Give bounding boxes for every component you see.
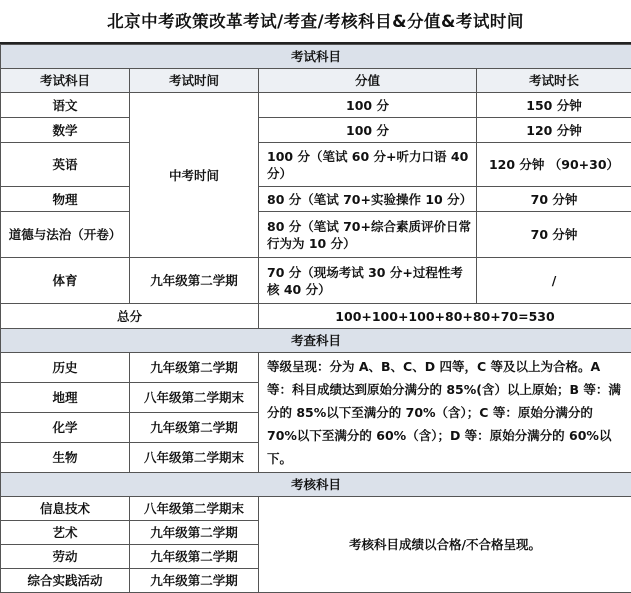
subjects-table xyxy=(0,44,631,593)
score-cell: 70 分（现场考试 30 分+过程性考核 40 分） xyxy=(259,258,477,304)
score-cell: 100 分 xyxy=(259,118,477,143)
score-cell: 80 分（笔试 70+实验操作 10 分） xyxy=(259,187,477,212)
duration-cell: 120 分钟 （90+30） xyxy=(477,143,631,187)
subject-cell: 历史 xyxy=(1,353,130,383)
score-cell: 100 分（笔试 60 分+听力口语 40 分） xyxy=(259,143,477,187)
table-row xyxy=(1,212,631,258)
subject-cell: 劳动 xyxy=(1,545,130,569)
duration-cell: / xyxy=(477,258,631,304)
page-title: 北京中考政策改革考试/考查/考核科目&分值&考试时间 xyxy=(0,0,631,44)
score-cell: 100 分 xyxy=(259,93,477,118)
header-duration: 考试时长 xyxy=(477,69,631,93)
exam-section-title: 考试科目 xyxy=(1,45,631,69)
check-section-title: 考查科目 xyxy=(1,329,631,353)
time-cell: 八年级第二学期末 xyxy=(130,497,259,521)
subject-cell: 语文 xyxy=(1,93,130,118)
header-time: 考试时间 xyxy=(130,69,259,93)
total-label: 总分 xyxy=(1,304,259,329)
subject-cell: 英语 xyxy=(1,143,130,187)
header-score: 分值 xyxy=(259,69,477,93)
exam-time-cell: 中考时间 xyxy=(130,93,259,258)
grade-description: 等级呈现：分为 A、B、C、D 四等，C 等及以上为合格。A 等：科目成绩达到原始分满分的 85%(含）以上原始；B 等：满分的 85%以下至满分的 70%（含）；C 等：原始分满分的 70%以下至满分的 60%（含）；D 等：原始分满分的 60%以下。 xyxy=(259,353,631,473)
table-row xyxy=(1,118,631,143)
subject-cell: 体育 xyxy=(1,258,130,304)
subject-cell: 信息技术 xyxy=(1,497,130,521)
time-cell: 八年级第二学期末 xyxy=(130,383,259,413)
total-row xyxy=(1,304,631,329)
duration-cell: 70 分钟 xyxy=(477,212,631,258)
time-cell: 九年级第二学期 xyxy=(130,521,259,545)
time-cell: 九年级第二学期 xyxy=(130,413,259,443)
table-row xyxy=(1,143,631,187)
subject-cell: 地理 xyxy=(1,383,130,413)
subject-cell: 综合实践活动 xyxy=(1,569,130,593)
pass-fail-description: 考核科目成绩以合格/不合格呈现。 xyxy=(259,497,631,593)
table-row xyxy=(1,258,631,304)
time-cell: 九年级第二学期 xyxy=(130,353,259,383)
subject-cell: 生物 xyxy=(1,443,130,473)
total-value: 100+100+100+80+80+70=530 xyxy=(259,304,631,329)
time-cell: 八年级第二学期末 xyxy=(130,443,259,473)
subject-cell: 数学 xyxy=(1,118,130,143)
time-cell: 九年级第二学期 xyxy=(130,545,259,569)
duration-cell: 150 分钟 xyxy=(477,93,631,118)
score-cell: 80 分（笔试 70+综合素质评价日常行为为 10 分） xyxy=(259,212,477,258)
header-subject: 考试科目 xyxy=(1,69,130,93)
duration-cell: 120 分钟 xyxy=(477,118,631,143)
table-row xyxy=(1,353,631,383)
subject-cell: 化学 xyxy=(1,413,130,443)
table-row xyxy=(1,187,631,212)
assess-section-title: 考核科目 xyxy=(1,473,631,497)
table-row xyxy=(1,93,631,118)
duration-cell: 70 分钟 xyxy=(477,187,631,212)
subject-cell: 艺术 xyxy=(1,521,130,545)
time-cell: 九年级第二学期 xyxy=(130,258,259,304)
subject-cell: 物理 xyxy=(1,187,130,212)
subject-cell: 道德与法治（开卷） xyxy=(1,212,130,258)
table-row xyxy=(1,497,631,521)
time-cell: 九年级第二学期 xyxy=(130,569,259,593)
